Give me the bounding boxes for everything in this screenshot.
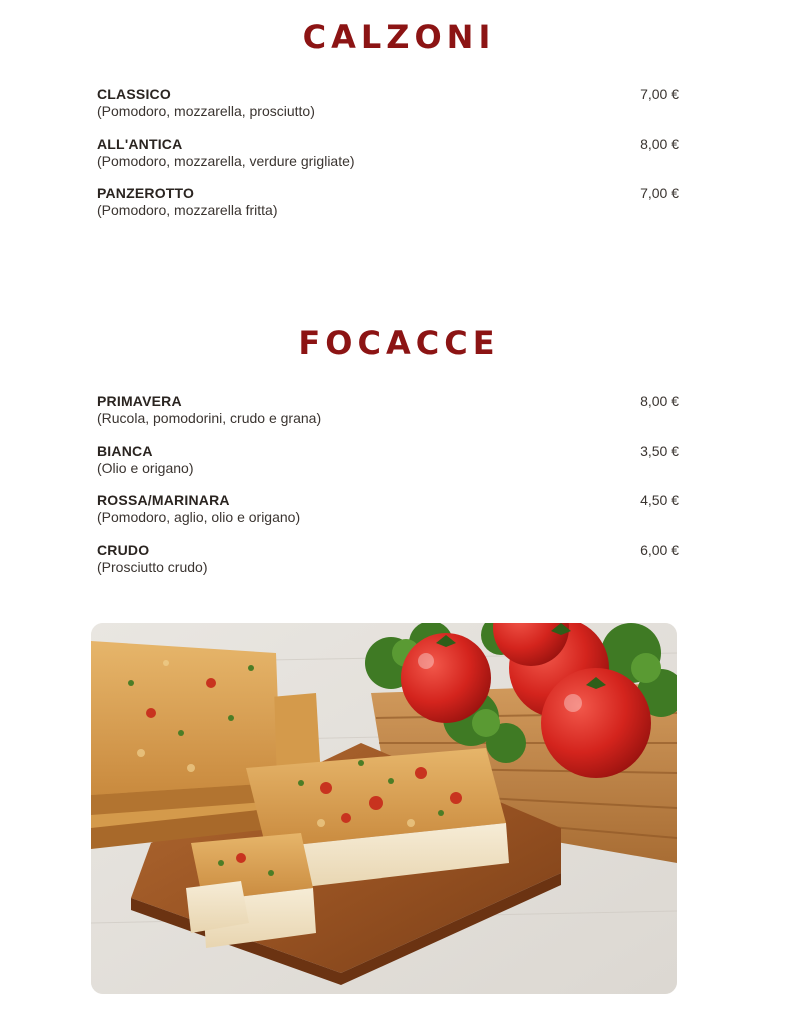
focaccia-photo xyxy=(91,623,677,994)
item-description: (Rucola, pomodorini, crudo e grana) xyxy=(97,410,322,426)
item-description: (Olio e origano) xyxy=(97,459,194,476)
item-price: 4,50 € xyxy=(640,492,679,508)
item-price: 8,00 € xyxy=(640,393,679,409)
item-price: 6,00 € xyxy=(640,541,679,558)
menu-item-classico xyxy=(97,86,679,136)
item-description: (Pomodoro, aglio, olio e origano) xyxy=(97,509,301,525)
item-name: ROSSA/MARINARA xyxy=(97,492,230,508)
item-description: (Pomodoro, mozzarella, prosciutto) xyxy=(97,103,315,119)
item-description: (Pomodoro, mozzarella fritta) xyxy=(97,202,278,218)
item-price: 3,50 € xyxy=(640,442,679,459)
calzoni-section-title: CALZONI xyxy=(302,18,496,56)
menu-item-all-antica xyxy=(97,136,679,186)
item-name: CRUDO xyxy=(97,541,150,558)
item-description: (Prosciutto crudo) xyxy=(97,558,208,575)
item-name: CLASSICO xyxy=(97,86,171,102)
item-price: 7,00 € xyxy=(640,86,679,102)
focacce-menu-list xyxy=(97,393,679,591)
calzoni-menu-list xyxy=(97,86,679,235)
item-name: PRIMAVERA xyxy=(97,393,182,409)
menu-item-crudo xyxy=(97,542,679,592)
focacce-section-title: FOCACCE xyxy=(298,324,500,362)
item-name: ALL'ANTICA xyxy=(97,135,183,152)
item-description: (Pomodoro, mozzarella, verdure grigliate) xyxy=(97,152,355,169)
item-price: 8,00 € xyxy=(640,135,679,152)
menu-item-rossa-marinara xyxy=(97,492,679,542)
item-name: PANZEROTTO xyxy=(97,185,195,201)
menu-item-panzerotto xyxy=(97,185,679,235)
menu-item-bianca xyxy=(97,443,679,493)
item-name: BIANCA xyxy=(97,442,153,459)
item-price: 7,00 € xyxy=(640,185,679,201)
menu-item-primavera xyxy=(97,393,679,443)
